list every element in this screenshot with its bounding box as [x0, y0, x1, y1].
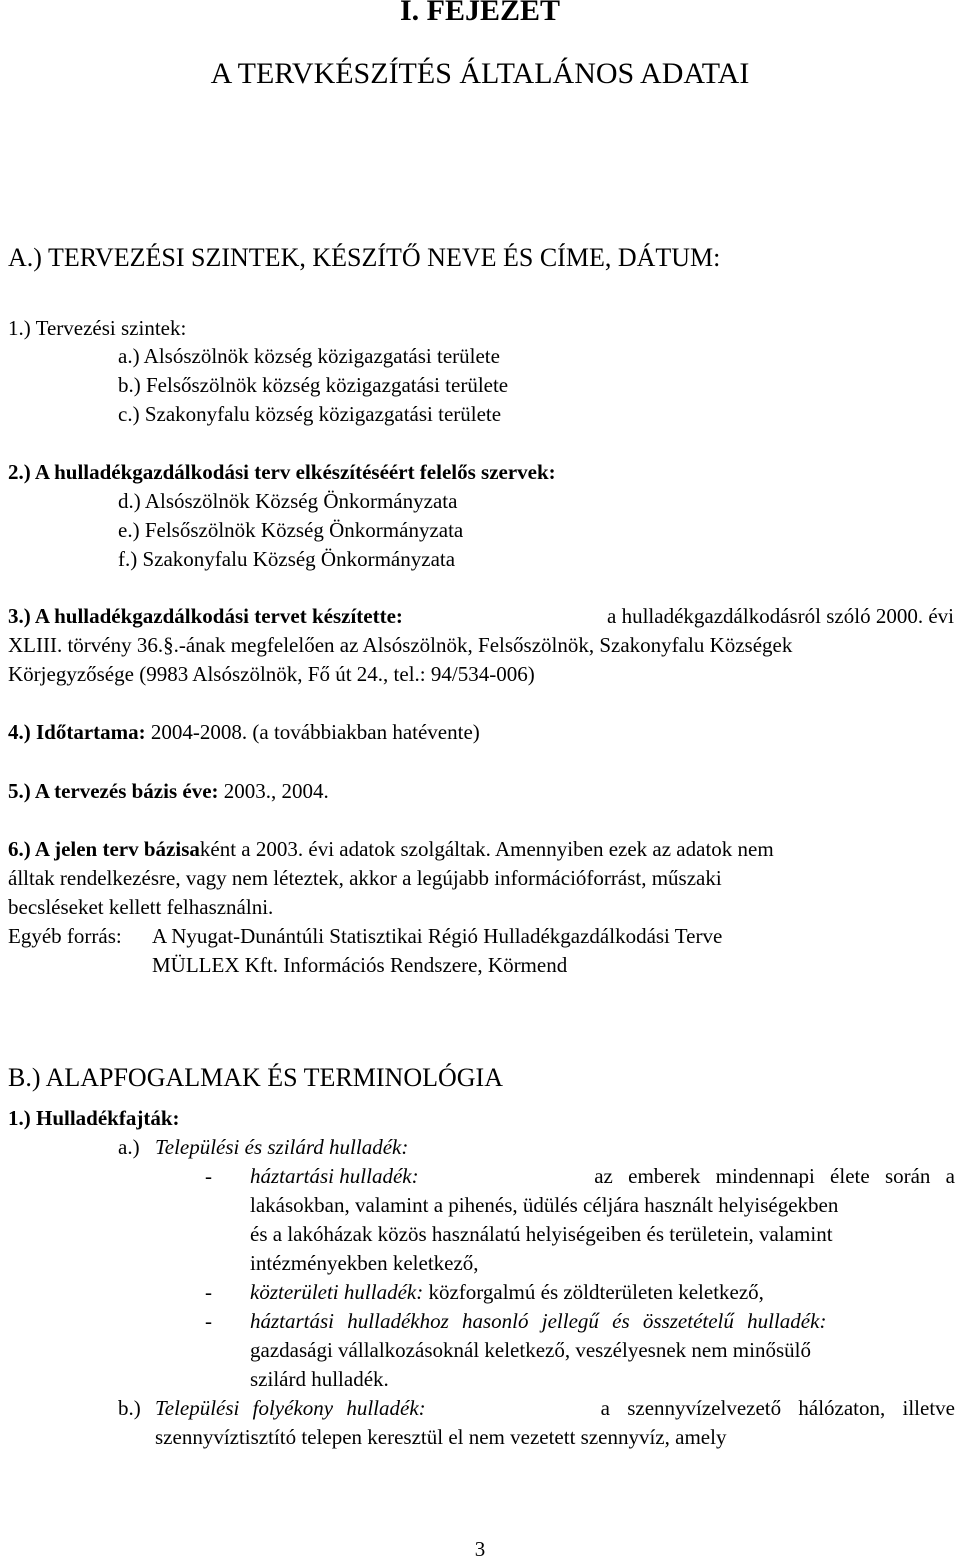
bullet1-line3: és a lakóházak közös használatú helyiségeiben és területein, valamint — [250, 1222, 833, 1246]
bullet1-line1-rest: az emberek mindennapi élete során a — [594, 1164, 955, 1188]
item4 — [8, 720, 480, 745]
bullet1-dash: - — [205, 1164, 212, 1188]
other-source-line1: A Nyugat-Dunántúli Statisztikai Régió Hulladékgazdálkodási Terve — [152, 924, 723, 948]
bullet1-term: háztartási hulladék: — [250, 1164, 419, 1188]
other-source-line2: MÜLLEX Kft. Információs Rendszere, Körmend — [152, 953, 568, 977]
chapter-label: I. FEJEZET — [399, 0, 561, 27]
chapter-title: A TERVKÉSZÍTÉS ÁLTALÁNOS ADATAI — [210, 57, 750, 90]
item6-line3: becsléseket kellett felhasználni. — [8, 895, 274, 919]
item6-line2: álltak rendelkezésre, vagy nem léteztek, akkor a legújabb információforrást, műszaki — [8, 866, 722, 890]
bullet2-rest: közforgalmú és zöldterületen keletkező, — [428, 1280, 764, 1304]
bullet2-line — [250, 1280, 764, 1305]
item3-line1-rest: a hulladékgazdálkodásról szóló 2000. évi — [607, 604, 954, 628]
b-b-line1 — [155, 1396, 955, 1421]
item6-label: 6.) A jelen terv bázisa — [8, 837, 200, 861]
item5-label: 5.) A tervezés bázis éve: — [8, 779, 219, 803]
b-a-label: a.) — [118, 1135, 140, 1159]
item2-sub-e: e.) Felsőszölnök Község Önkormányzata — [118, 518, 464, 542]
other-source-label: Egyéb forrás: — [8, 924, 122, 948]
section-b-heading: B.) ALAPFOGALMAK ÉS TERMINOLÓGIA — [8, 1063, 503, 1092]
bullet1-line4: intézményekben keletkező, — [250, 1251, 479, 1275]
bullet1-line1 — [250, 1164, 955, 1189]
item4-label: 4.) Időtartama: — [8, 720, 146, 744]
item3-line3: Körjegyzősége (9983 Alsószölnök, Fő út 24., tel.: 94/534-006) — [8, 662, 535, 686]
item4-value: 2004-2008. (a továbbiakban hatévente) — [150, 720, 480, 744]
item2-sub-d: d.) Alsószölnök Község Önkormányzata — [118, 489, 458, 513]
page-number: 3 — [474, 1537, 486, 1561]
item3-label: 3.) A hulladékgazdálkodási tervet készítette: — [8, 604, 403, 628]
item1-sub-b: b.) Felsőszölnök község közigazgatási területe — [118, 373, 509, 397]
item2-label: 2.) A hulladékgazdálkodási terv elkészítéséért felelős szervek: — [8, 460, 556, 484]
bullet3-term: háztartási hulladékhoz hasonló jellegű és összetételű hulladék: — [250, 1309, 827, 1333]
bullet2-term: közterületi hulladék: — [250, 1280, 424, 1304]
item1-label: 1.) Tervezési szintek: — [8, 316, 187, 340]
item1-sub-a: a.) Alsószölnök község közigazgatási területe — [118, 344, 500, 368]
bullet3-line3: szilárd hulladék. — [250, 1367, 389, 1391]
item6-line1 — [8, 837, 774, 862]
section-b-item1-label: 1.) Hulladékfajták: — [8, 1106, 180, 1130]
bullet2-dash: - — [205, 1280, 212, 1304]
item3-line1 — [8, 604, 954, 629]
bullet3-dash: - — [205, 1309, 212, 1333]
bullet3-line2: gazdasági vállalkozásoknál keletkező, veszélyesnek nem minősülő — [250, 1338, 811, 1362]
b-b-term: Települési folyékony hulladék: — [155, 1396, 426, 1420]
section-a-heading: A.) TERVEZÉSI SZINTEK, KÉSZÍTŐ NEVE ÉS CÍME, DÁTUM: — [8, 243, 721, 272]
b-b-line1-rest: a szennyvízelvezető hálózaton, illetve — [600, 1396, 955, 1420]
bullet1-line2: lakásokban, valamint a pihenés, üdülés céljára használt helyiségekben — [250, 1193, 839, 1217]
item5-value: 2003., 2004. — [223, 779, 329, 803]
item6-rest1: ként a 2003. évi adatok szolgáltak. Amennyiben ezek az adatok nem — [199, 837, 774, 861]
item1-sub-c: c.) Szakonyfalu község közigazgatási területe — [118, 402, 502, 426]
item2-sub-f: f.) Szakonyfalu Község Önkormányzata — [118, 547, 456, 571]
b-b-line2: szennyvíztisztító telepen keresztül el nem vezetett szennyvíz, amely — [155, 1425, 727, 1449]
item3-line2: XLIII. törvény 36.§.-ának megfelelően az Alsószölnök, Felsőszölnök, Szakonyfalu Községek — [8, 633, 793, 657]
item5 — [8, 779, 329, 804]
b-a-title: Települési és szilárd hulladék: — [155, 1135, 409, 1159]
b-b-label: b.) — [118, 1396, 141, 1420]
